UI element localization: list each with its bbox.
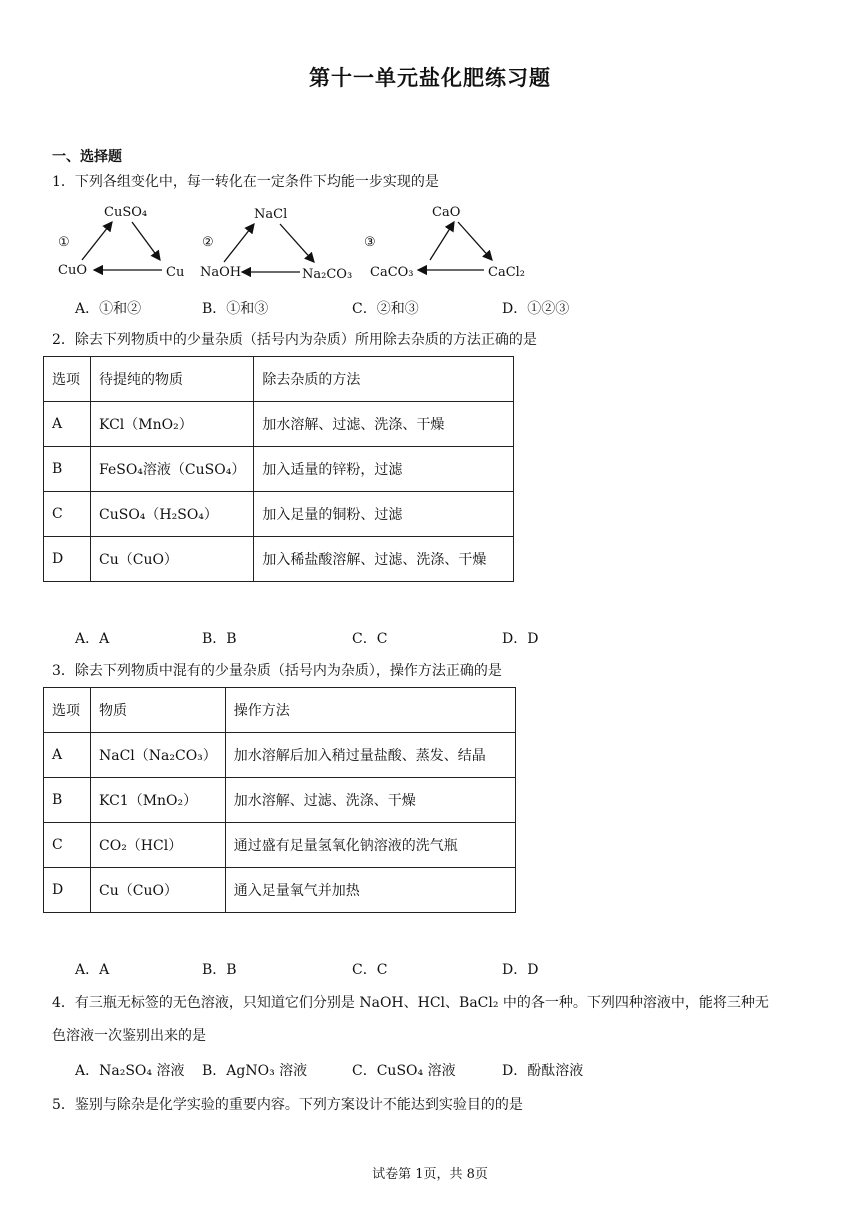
table-cell: CO₂（HCl） <box>91 823 226 868</box>
table-header: 待提纯的物质 <box>91 357 254 402</box>
diagram-3-right: CaCl₂ <box>488 265 526 280</box>
table-cell: 加水溶解后加入稍过量盐酸、蒸发、结晶 <box>225 733 515 778</box>
diagram-3 <box>364 205 525 280</box>
q3-option-d[interactable]: D．D <box>502 962 539 978</box>
table-row <box>44 492 514 537</box>
table-cell: 加入足量的铜粉、过滤 <box>254 492 514 537</box>
table-row <box>44 402 514 447</box>
table-cell: 加水溶解、过滤、洗涤、干燥 <box>225 778 515 823</box>
diagram-1-number: ① <box>58 235 70 250</box>
table-row <box>44 778 516 823</box>
question-3-table <box>43 687 516 913</box>
table-cell: KC1（MnO₂） <box>91 778 226 823</box>
arrow-2a <box>280 224 314 262</box>
table-row <box>44 868 516 913</box>
table-cell: 加入稀盐酸溶解、过滤、洗涤、干燥 <box>254 537 514 582</box>
arrow-3a <box>430 222 454 260</box>
diagram-2 <box>200 207 352 282</box>
table-header-row <box>44 688 516 733</box>
q3-option-c[interactable]: C．C <box>352 962 388 978</box>
q1-option-c[interactable]: C．②和③ <box>352 301 419 317</box>
section-heading: 一、选择题 <box>52 149 122 165</box>
table-cell: B <box>44 447 91 492</box>
q4-option-a[interactable]: A．Na₂SO₄ 溶液 <box>75 1063 185 1079</box>
arrow-1a <box>132 222 160 260</box>
diagram-1-left: CuO <box>58 263 87 278</box>
question-4-line-1: 4．有三瓶无标签的无色溶液，只知道它们分别是 NaOH、HCl、BaCl₂ 中的各一种。下列四种溶液中，能将三种无 <box>52 995 769 1011</box>
table-cell: Cu（CuO） <box>91 537 254 582</box>
arrow-3b <box>458 222 492 260</box>
diagram-1-right: Cu <box>166 265 185 280</box>
diagram-3-number: ③ <box>364 235 376 250</box>
q1-option-b[interactable]: B．①和③ <box>202 301 269 317</box>
q2-option-b[interactable]: B．B <box>202 631 237 647</box>
diagram-2-right: Na₂CO₃ <box>302 267 353 282</box>
table-row <box>44 447 514 492</box>
question-2-table <box>43 356 514 582</box>
q3-option-b[interactable]: B．B <box>202 962 237 978</box>
q4-option-b[interactable]: B．AgNO₃ 溶液 <box>202 1063 308 1079</box>
page-title: 第十一单元盐化肥练习题 <box>309 65 551 90</box>
question-1-options <box>75 298 815 318</box>
question-3-options <box>75 959 815 979</box>
q1-option-d[interactable]: D．①②③ <box>502 301 570 317</box>
table-cell: C <box>44 823 91 868</box>
diagram-3-left: CaCO₃ <box>370 265 414 280</box>
table-row <box>44 823 516 868</box>
table-cell: B <box>44 778 91 823</box>
diagram-2-left: NaOH <box>200 265 242 280</box>
table-cell: 加入适量的锌粉，过滤 <box>254 447 514 492</box>
table-cell: A <box>44 733 91 778</box>
diagram-3-top: CaO <box>432 205 461 220</box>
table-cell: KCl（MnO₂） <box>91 402 254 447</box>
table-cell: D <box>44 537 91 582</box>
table-row <box>44 733 516 778</box>
arrow-2c <box>224 224 254 262</box>
diagram-1 <box>58 205 184 280</box>
table-header: 选项 <box>44 688 91 733</box>
q2-option-d[interactable]: D．D <box>502 631 539 647</box>
table-header: 操作方法 <box>225 688 515 733</box>
table-cell: C <box>44 492 91 537</box>
page-footer: 试卷第 1页，共 8页 <box>372 1167 488 1182</box>
table-cell: A <box>44 402 91 447</box>
diagram-2-top: NaCl <box>254 207 288 222</box>
table-cell: 通入足量氧气并加热 <box>225 868 515 913</box>
arrow-1c <box>82 222 112 260</box>
table-row <box>44 537 514 582</box>
question-5-text: 5．鉴别与除杂是化学实验的重要内容。下列方案设计不能达到实验目的的是 <box>52 1097 523 1113</box>
table-header-row <box>44 357 514 402</box>
table-header: 物质 <box>91 688 226 733</box>
table-header: 选项 <box>44 357 91 402</box>
table-cell: 通过盛有足量氢氧化钠溶液的洗气瓶 <box>225 823 515 868</box>
q2-option-a[interactable]: A．A <box>75 631 110 647</box>
diagram-2-number: ② <box>202 235 214 250</box>
question-4-line-2: 色溶液一次鉴别出来的是 <box>52 1028 206 1044</box>
table-header: 除去杂质的方法 <box>254 357 514 402</box>
question-2-options <box>75 628 815 648</box>
q3-option-a[interactable]: A．A <box>75 962 110 978</box>
question-3-text: 3．除去下列物质中混有的少量杂质（括号内为杂质），操作方法正确的是 <box>52 663 502 679</box>
q4-option-d[interactable]: D．酚酞溶液 <box>502 1063 584 1079</box>
table-cell: 加水溶解、过滤、洗涤、干燥 <box>254 402 514 447</box>
q4-option-c[interactable]: C．CuSO₄ 溶液 <box>352 1063 456 1079</box>
reaction-diagrams <box>52 200 532 286</box>
table-cell: D <box>44 868 91 913</box>
question-1-text: 1．下列各组变化中，每一转化在一定条件下均能一步实现的是 <box>52 174 439 190</box>
table-cell: CuSO₄（H₂SO₄） <box>91 492 254 537</box>
table-cell: FeSO₄溶液（CuSO₄） <box>91 447 254 492</box>
table-cell: Cu（CuO） <box>91 868 226 913</box>
q1-option-a[interactable]: A．①和② <box>75 301 142 317</box>
diagram-1-top: CuSO₄ <box>104 205 148 220</box>
question-4-options <box>75 1060 815 1080</box>
question-2-text: 2．除去下列物质中的少量杂质（括号内为杂质）所用除去杂质的方法正确的是 <box>52 332 537 348</box>
q2-option-c[interactable]: C．C <box>352 631 388 647</box>
table-cell: NaCl（Na₂CO₃） <box>91 733 226 778</box>
